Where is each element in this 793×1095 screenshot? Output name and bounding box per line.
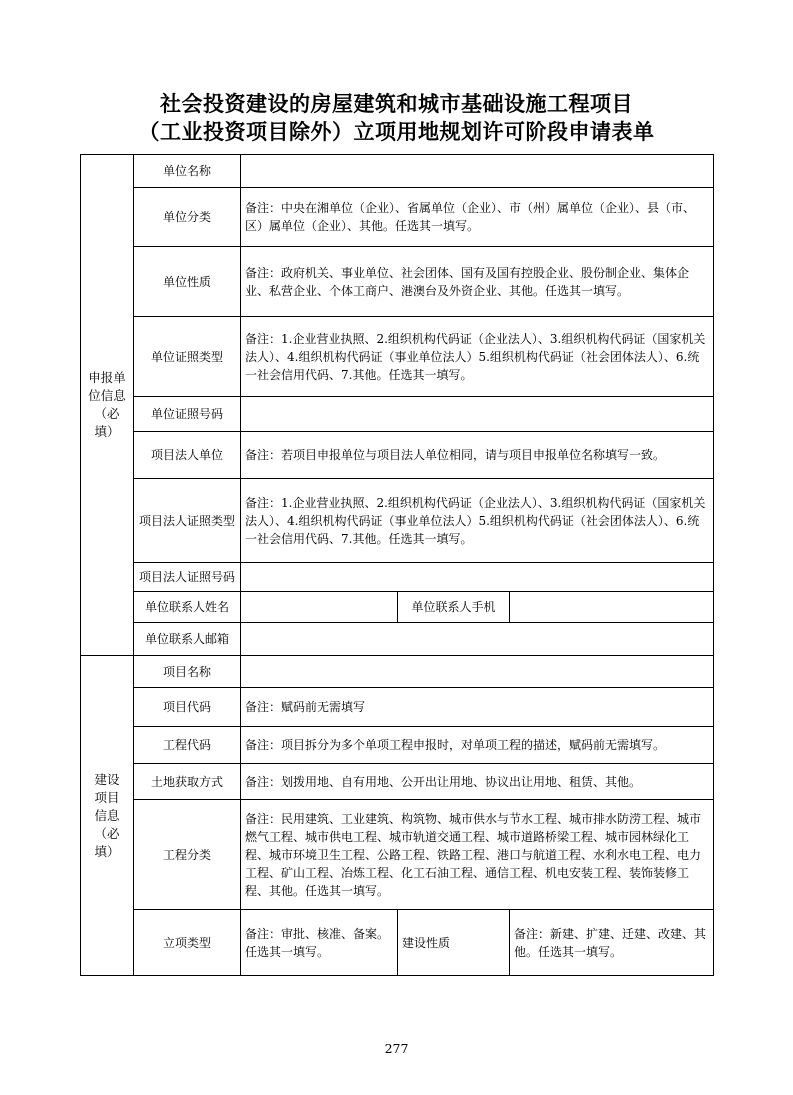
construction-nature-field[interactable]: 备注：新建、扩建、迁建、改建、其他。任选其一填写。	[510, 910, 714, 976]
section-project-info-line: （必	[94, 825, 120, 841]
legal-license-type-label: 项目法人证照类型	[134, 479, 241, 563]
section-project-info-header	[81, 656, 134, 976]
project-name-field[interactable]	[241, 656, 714, 688]
unit-nature-field[interactable]: 备注：政府机关、事业单位、社会团体、国有及国有控股企业、股份制企业、集体企业、私营企业、个体工商户、港澳台及外资企业、其他。任选其一填写。	[241, 247, 714, 317]
section-unit-info-header	[81, 155, 134, 656]
section-unit-info-line: 填）	[94, 424, 120, 439]
unit-license-number-field[interactable]	[241, 397, 714, 432]
engineering-code-label: 工程代码	[134, 727, 241, 764]
unit-license-type-field[interactable]: 备注：1.企业营业执照、2.组织机构代码证（企业法人）、3.组织机构代码证（国家机关法人）、4.组织机构代码证（事业单位法人）5.组织机构代码证（社会团体法人）、6.统一社会信用代码、7.其他。任选其一填写。	[241, 317, 714, 397]
approval-type-field[interactable]: 备注：审批、核准、备案。任选其一填写。	[241, 910, 398, 976]
unit-category-field[interactable]: 备注：中央在湘单位（企业）、省属单位（企业）、市（州）属单位（企业）、县（市、区）属单位（企业）、其他。任选其一填写。	[241, 188, 714, 247]
project-name-label: 项目名称	[134, 656, 241, 688]
engineering-category-label: 工程分类	[134, 800, 241, 910]
legal-license-number-label: 项目法人证照号码	[134, 563, 241, 592]
section-unit-info-line: 位信息	[88, 388, 126, 403]
section-project-info-line: 信息	[94, 807, 120, 823]
contact-name-field[interactable]	[241, 592, 398, 623]
project-code-label: 项目代码	[134, 688, 241, 727]
project-legal-unit-label: 项目法人单位	[134, 432, 241, 479]
section-unit-info-line: （必	[94, 406, 120, 421]
unit-license-number-label: 单位证照号码	[134, 397, 241, 432]
section-project-info-line: 填）	[94, 843, 120, 859]
contact-phone-field[interactable]	[510, 592, 714, 623]
project-legal-unit-field[interactable]: 备注：若项目申报单位与项目法人单位相同，请与项目申报单位名称填写一致。	[241, 432, 714, 479]
legal-license-number-field[interactable]	[241, 563, 714, 592]
legal-license-type-field[interactable]: 备注：1.企业营业执照、2.组织机构代码证（企业法人）、3.组织机构代码证（国家机关法人）、4.组织机构代码证（事业单位法人）5.组织机构代码证（社会团体法人）、6.统一社会信用代码、7.其他。任选其一填写。	[241, 479, 714, 563]
engineering-code-field[interactable]: 备注：项目拆分为多个单项工程申报时，对单项工程的描述，赋码前无需填写。	[241, 727, 714, 764]
unit-name-field[interactable]	[241, 155, 714, 188]
contact-phone-label: 单位联系人手机	[398, 592, 510, 623]
application-form-table	[80, 154, 714, 976]
land-acquisition-label: 土地获取方式	[134, 764, 241, 800]
engineering-category-field[interactable]: 备注：民用建筑、工业建筑、构筑物、城市供水与节水工程、城市排水防涝工程、城市燃气工程、城市供电工程、城市轨道交通工程、城市道路桥梁工程、城市园林绿化工程、城市环境卫生工程、公路工程、铁路工程、港口与航道工程、水利水电工程、电力工程、矿山工程、冶炼工程、化工石油工程、通信工程、机电安装工程、装饰装修工程、其他。任选其一填写。	[241, 800, 714, 910]
section-project-info-line: 项目	[94, 789, 120, 805]
contact-name-label: 单位联系人姓名	[134, 592, 241, 623]
contact-email-field[interactable]	[241, 623, 714, 656]
form-title-line1: 社会投资建设的房屋建筑和城市基础设施工程项目	[160, 91, 633, 116]
project-code-field[interactable]: 备注：赋码前无需填写	[241, 688, 714, 727]
land-acquisition-field[interactable]: 备注：划拨用地、自有用地、公开出让用地、协议出让用地、租赁、其他。	[241, 764, 714, 800]
form-title-line2: （工业投资项目除外）立项用地规划许可阶段申请表单	[138, 119, 655, 144]
unit-nature-label: 单位性质	[134, 247, 241, 317]
approval-type-label: 立项类型	[134, 910, 241, 976]
contact-email-label: 单位联系人邮箱	[134, 623, 241, 656]
construction-nature-label: 建设性质	[398, 910, 510, 976]
section-project-info-line: 建设	[94, 771, 120, 787]
section-unit-info-line: 申报单	[88, 370, 126, 385]
page-number: 277	[384, 1041, 409, 1056]
unit-name-label: 单位名称	[134, 155, 241, 188]
unit-category-label: 单位分类	[134, 188, 241, 247]
unit-license-type-label: 单位证照类型	[134, 317, 241, 397]
